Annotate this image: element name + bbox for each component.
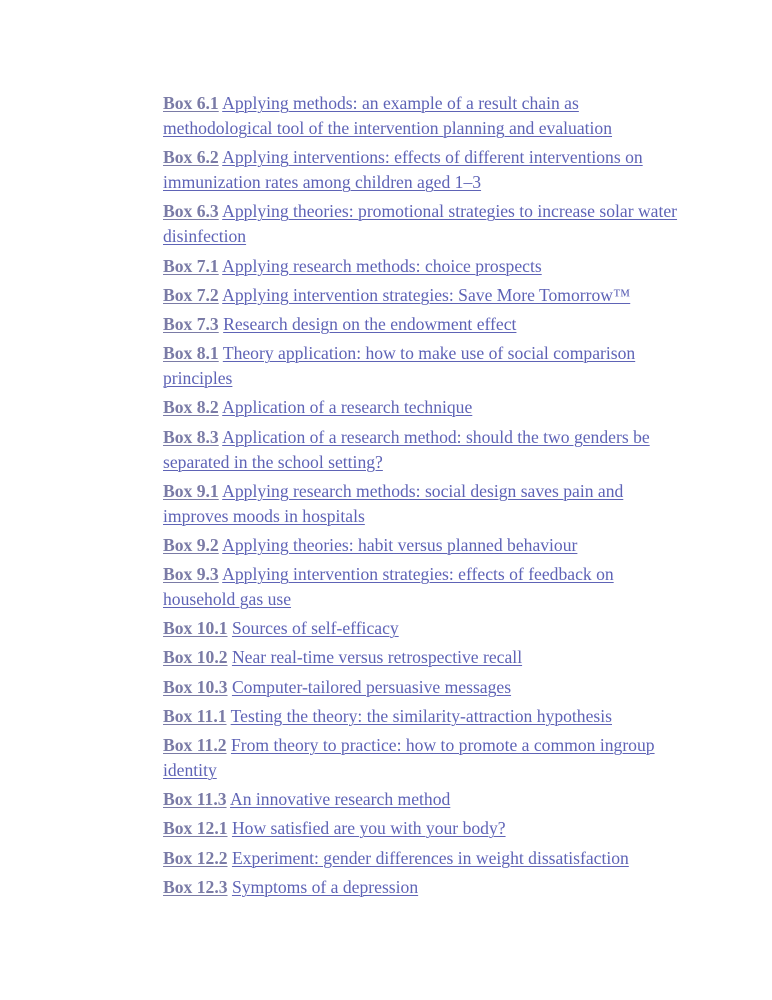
box-title-link[interactable]: Experiment: gender differences in weight dissatisfaction	[231, 847, 629, 868]
box-number-link[interactable]: Box 7.1	[163, 255, 219, 276]
list-item	[163, 199, 683, 249]
list-item	[163, 787, 683, 812]
box-title-link[interactable]: Near real-time versus retrospective recall	[231, 647, 523, 668]
list-item	[163, 616, 683, 641]
list-item	[163, 816, 683, 841]
box-number-link[interactable]: Box 9.2	[163, 534, 219, 555]
list-item	[163, 733, 683, 783]
box-title-link[interactable]: Applying intervention strategies: effects of feedback on household gas use	[163, 564, 614, 610]
box-number-link[interactable]: Box 6.3	[163, 201, 219, 222]
list-item	[163, 479, 683, 529]
box-title-link[interactable]: Application of a research technique	[222, 397, 473, 418]
list-item	[163, 562, 683, 612]
list-item	[163, 704, 683, 729]
list-item	[163, 846, 683, 871]
box-title-link[interactable]: Applying research methods: choice prospects	[222, 255, 542, 276]
box-title-link[interactable]: Applying theories: habit versus planned behaviour	[222, 534, 578, 555]
box-number-link[interactable]: Box 7.2	[163, 284, 219, 305]
list-item	[163, 254, 683, 279]
list-item	[163, 395, 683, 420]
box-number-link[interactable]: Box 7.3	[163, 313, 219, 334]
box-number-link[interactable]: Box 12.1	[163, 818, 228, 839]
box-title-link[interactable]: An innovative research method	[229, 789, 451, 810]
box-number-link[interactable]: Box 12.2	[163, 847, 228, 868]
list-of-boxes	[163, 91, 683, 904]
box-number-link[interactable]: Box 11.2	[163, 735, 227, 755]
box-number-link[interactable]: Box 8.1	[163, 343, 219, 364]
list-item	[163, 312, 683, 337]
box-number-link[interactable]: Box 11.3	[163, 789, 227, 810]
box-number-link[interactable]: Box 9.1	[163, 480, 219, 501]
box-title-link[interactable]: Applying research methods: social design saves pain and improves moods in hospitals	[163, 480, 624, 526]
box-title-link[interactable]: How satisfied are you with your body?	[231, 818, 506, 839]
list-item	[163, 875, 683, 900]
box-title-link[interactable]: Research design on the endowment effect	[223, 313, 517, 334]
box-title-link[interactable]: Computer-tailored persuasive messages	[231, 676, 512, 697]
box-number-link[interactable]: Box 6.2	[163, 147, 219, 168]
box-title-link[interactable]: Applying methods: an example of a result chain as methodological tool of the intervention planning and evaluation	[163, 93, 613, 138]
box-title-link[interactable]: Application of a research method: should the two genders be separated in the school setting?	[163, 426, 650, 472]
list-item	[163, 533, 683, 558]
box-title-link[interactable]: Applying intervention strategies: Save More Tomorrow™	[222, 284, 631, 305]
box-number-link[interactable]: Box 12.3	[163, 876, 228, 897]
box-number-link[interactable]: Box 9.3	[163, 564, 219, 585]
list-item	[163, 425, 683, 475]
list-item	[163, 645, 683, 670]
list-item	[163, 283, 683, 308]
box-number-link[interactable]: Box 6.1	[163, 93, 219, 113]
list-item	[163, 675, 683, 700]
box-title-link[interactable]: Sources of self-efficacy	[231, 618, 399, 639]
box-number-link[interactable]: Box 10.1	[163, 618, 228, 639]
box-title-link[interactable]: Testing the theory: the similarity-attraction hypothesis	[230, 705, 612, 726]
box-title-link[interactable]: Theory application: how to make use of social comparison principles	[163, 343, 636, 389]
list-item	[163, 91, 683, 141]
box-number-link[interactable]: Box 10.2	[163, 647, 228, 668]
box-number-link[interactable]: Box 8.3	[163, 426, 219, 447]
box-number-link[interactable]: Box 10.3	[163, 676, 228, 697]
box-title-link[interactable]: Symptoms of a depression	[231, 876, 419, 897]
box-number-link[interactable]: Box 11.1	[163, 705, 227, 726]
box-number-link[interactable]: Box 8.2	[163, 397, 219, 418]
list-item	[163, 145, 683, 195]
box-title-link[interactable]: Applying interventions: effects of different interventions on immunization rates among children aged 1–3	[163, 147, 643, 193]
box-title-link[interactable]: From theory to practice: how to promote a common ingroup identity	[163, 735, 655, 780]
box-title-link[interactable]: Applying theories: promotional strategies to increase solar water disinfection	[163, 201, 678, 247]
list-item	[163, 341, 683, 391]
